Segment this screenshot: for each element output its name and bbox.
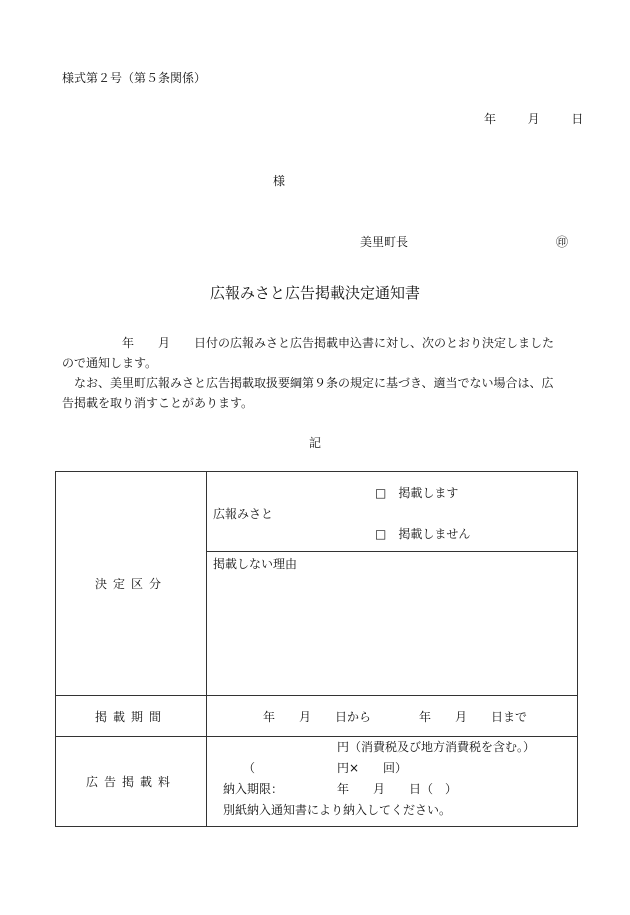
date-year: 年 (484, 112, 497, 126)
issue-date (484, 110, 583, 127)
document-title: 広報みさと広告掲載決定通知書 (209, 284, 420, 302)
fee-cell (207, 737, 578, 827)
date-month: 月 (527, 112, 540, 126)
publication-name: 広報みさと (213, 507, 274, 521)
addressee-suffix: 様 (273, 174, 286, 188)
date-day: 日 (571, 112, 584, 126)
body-text (62, 333, 582, 413)
paragraph1-line2: ので通知します。 (62, 356, 158, 370)
option-publish: □ 掲載します (375, 486, 459, 500)
fee-line2 (207, 758, 577, 779)
fee-label: 広告掲載料 (56, 737, 207, 827)
fee-line4: 別紙納入通知書により納入してください。 (223, 803, 452, 817)
form-number: 様式第２号（第５条関係） (62, 71, 207, 85)
option-no-publish: □ 掲載しません (375, 527, 471, 541)
seal-mark: ㊞ (556, 235, 569, 249)
paragraph2-line1: なお、美里町広報みさと広告掲載取扱要綱第９条の規定に基づき、適当でない場合は、広 (74, 376, 554, 390)
paragraph2-line2: 告掲載を取り消すことがあります。 (62, 396, 254, 410)
paragraph1-line1: 年 月 日付の広報みさと広告掲載申込書に対し、次のとおり決定しました (122, 336, 555, 350)
reason-cell (207, 552, 578, 696)
fee-line1: 円（消費税及び地方消費税を含む。） (337, 740, 536, 754)
fee-line3: 納入期限： 年 月 日（ ） (223, 782, 458, 796)
decision-label: 決定区分 (56, 472, 207, 696)
reason-label: 掲載しない理由 (213, 557, 298, 571)
decision-table (55, 471, 578, 827)
fee-line2-open: （ (243, 761, 256, 775)
fee-line2-rest: 円× 回） (337, 761, 408, 775)
decision-options-cell (207, 472, 578, 552)
period-label: 掲載期間 (56, 696, 207, 737)
period-value: 年 月 日から 年 月 日まで (207, 696, 578, 737)
issuer-name: 美里町長 (360, 235, 409, 249)
ki-heading: 記 (308, 436, 321, 450)
